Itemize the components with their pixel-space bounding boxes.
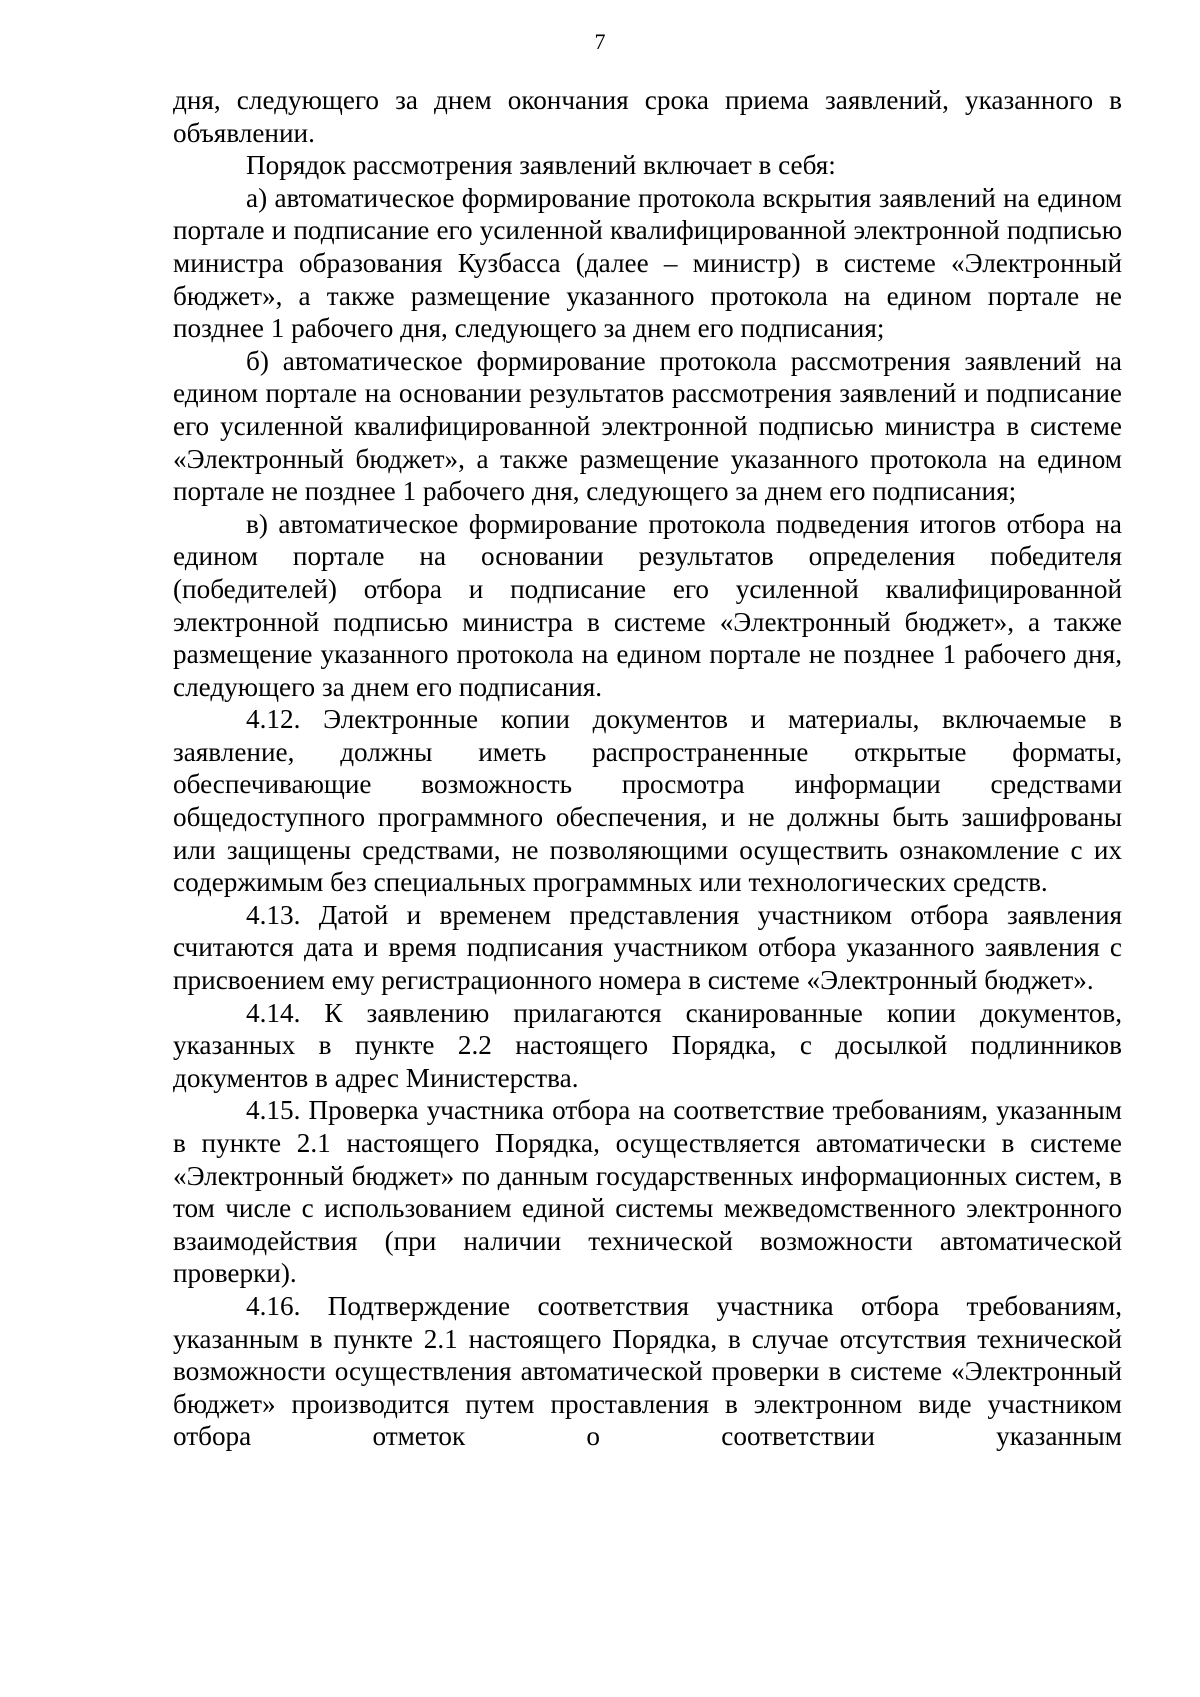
paragraph-item-a: а) автоматическое формирование протокола вскрытия заявлений на едином портале и подписание его усиленной квалифицированной электронной подписью министра образования Кузбасса (далее – министр) в системе «Электронный бюджет», а также размещение указанного протокола на едином портале не позднее 1 рабочего дня, следующего за днем его подписания;	[173, 182, 1122, 344]
page-number: 7	[594, 29, 606, 54]
paragraph-item-b: б) автоматическое формирование протокола рассмотрения заявлений на едином портале на основании результатов рассмотрения заявлений и подписание его усиленной квалифицированной электронной подписью министра в системе «Электронный бюджет», а также размещение указанного протокола на едином портале не позднее 1 рабочего дня, следующего за днем его подписания;	[173, 345, 1122, 507]
paragraph-continuation: дня, следующего за днем окончания срока приема заявлений, указанного в объявлении.	[173, 85, 1122, 148]
document-body	[173, 84, 1122, 1453]
paragraph-4-16: 4.16. Подтверждение соответствия участника отбора требованиям, указанным в пункте 2.1 настоящего Порядка, в случае отсутствия технической возможности осуществления автоматической проверки в системе «Электронный бюджет» производится путем проставления в электронном виде участником отбора отметок о соответствии указанным	[173, 1290, 1122, 1452]
paragraph-4-15: 4.15. Проверка участника отбора на соответствие требованиям, указанным в пункте 2.1 настоящего Порядка, осуществляется автоматически в системе «Электронный бюджет» по данным государственных информационных систем, в том числе с использованием единой системы межведомственного электронного взаимодействия (при наличии технической возможности автоматической проверки).	[173, 1095, 1122, 1289]
paragraph-4-12: 4.12. Электронные копии документов и материалы, включаемые в заявление, должны иметь распространенные открытые форматы, обеспечивающие возможность просмотра информации средствами общедоступного программного обеспечения, и не должны быть зашифрованы или защищены средствами, не позволяющими осуществить ознакомление с их содержимым без специальных программных или технологических средств.	[173, 704, 1122, 898]
paragraph-4-13: 4.13. Датой и временем представления участником отбора заявления считаются дата и время подписания участником отбора указанного заявления с присвоением ему регистрационного номера в системе «Электронный бюджет».	[173, 899, 1122, 996]
paragraph-procedure-intro: Порядок рассмотрения заявлений включает в себя:	[246, 150, 836, 181]
paragraph-item-v: в) автоматическое формирование протокола подведения итогов отбора на едином портале на основании результатов определения победителя (победителей) отбора и подписание его усиленной квалифицированной электронной подписью министра в системе «Электронный бюджет», а также размещение указанного протокола на едином портале не позднее 1 рабочего дня, следующего за днем его подписания.	[173, 508, 1122, 702]
paragraph-4-14: 4.14. К заявлению прилагаются сканированные копии документов, указанных в пункте 2.2 настоящего Порядка, с досылкой подлинников документов в адрес Министерства.	[173, 997, 1122, 1093]
